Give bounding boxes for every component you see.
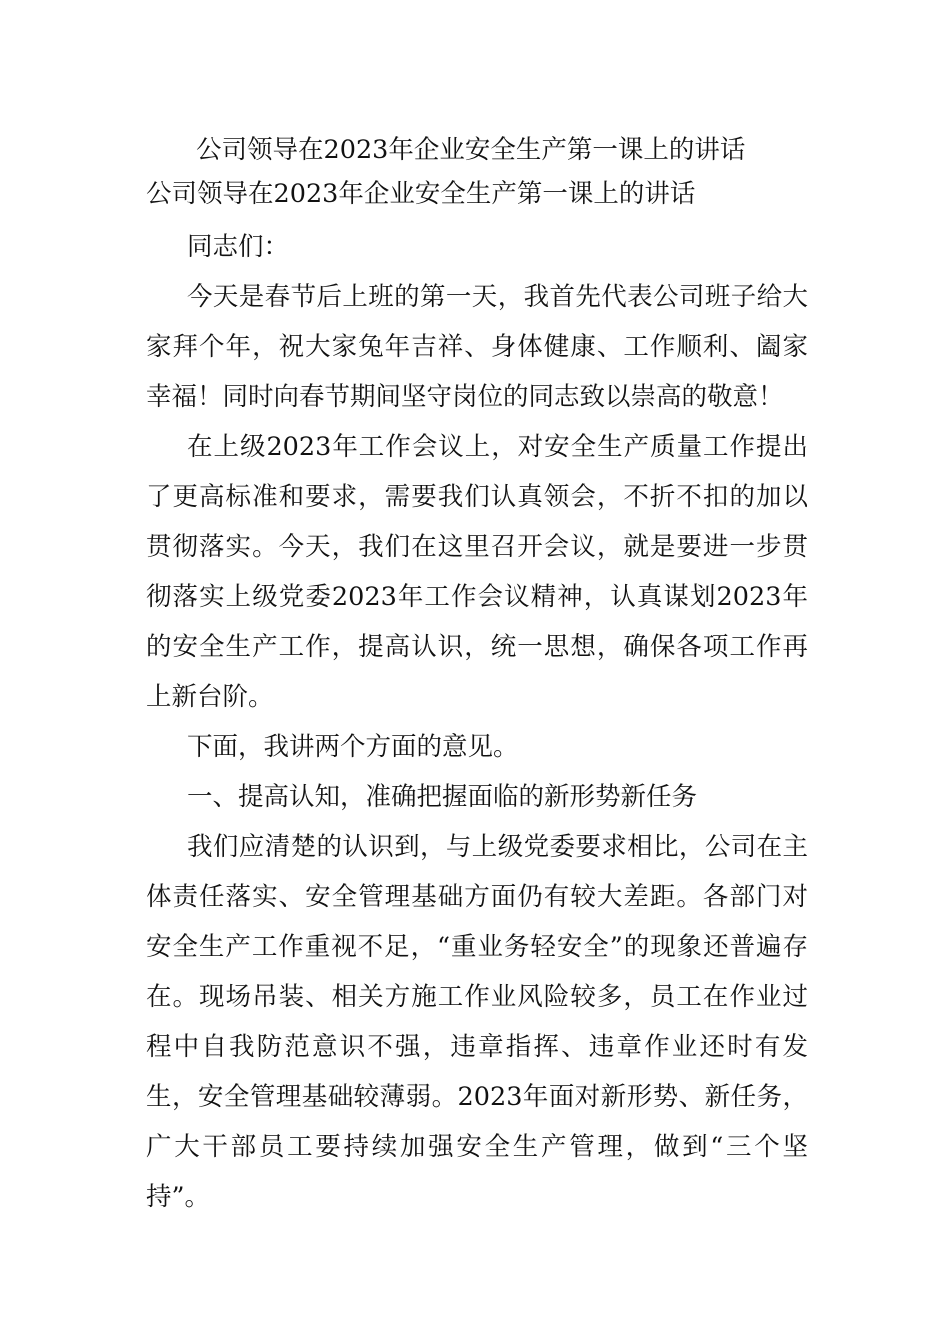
- section-heading-1: 一、提高认知，准确把握面临的新形势新任务: [187, 782, 698, 812]
- paragraph-greeting: 今天是春节后上班的第一天，我首先代表公司班子给大家拜个年，祝大家兔年吉祥、身体健康、工作顺利、阖家幸福！同时向春节期间坚守岗位的同志致以崇高的敬意！: [146, 282, 808, 412]
- paragraph-analysis: 我们应清楚的认识到，与上级党委要求相比，公司在主体责任落实、安全管理基础方面仍有较大差距。各部门对安全生产工作重视不足，“重业务轻安全”的现象还普遍存在。现场吊装、相关方施工作业风险较多，员工在作业过程中自我防范意识不强，违章指挥、违章作业还时有发生，安全管理基础较薄弱。2023年面对新形势、新任务，广大干部员工要持续加强安全生产管理，做到“三个坚持”。: [146, 832, 808, 1212]
- paragraph-meeting: 在上级2023年工作会议上，对安全生产质量工作提出了更高标准和要求，需要我们认真领会，不折不扣的加以贯彻落实。今天，我们在这里召开会议，就是要进一步贯彻落实上级党委2023年工作会议精神，认真谋划2023年的安全生产工作，提高认识，统一思想，确保各项工作再上新台阶。: [146, 432, 808, 712]
- salutation: 同志们：: [187, 232, 290, 262]
- document-title: 公司领导在2023年企业安全生产第一课上的讲话: [196, 135, 746, 165]
- paragraph-intro: 下面，我讲两个方面的意见。: [187, 732, 519, 762]
- document-body: [146, 128, 808, 1222]
- document-subtitle: 公司领导在2023年企业安全生产第一课上的讲话: [146, 179, 696, 209]
